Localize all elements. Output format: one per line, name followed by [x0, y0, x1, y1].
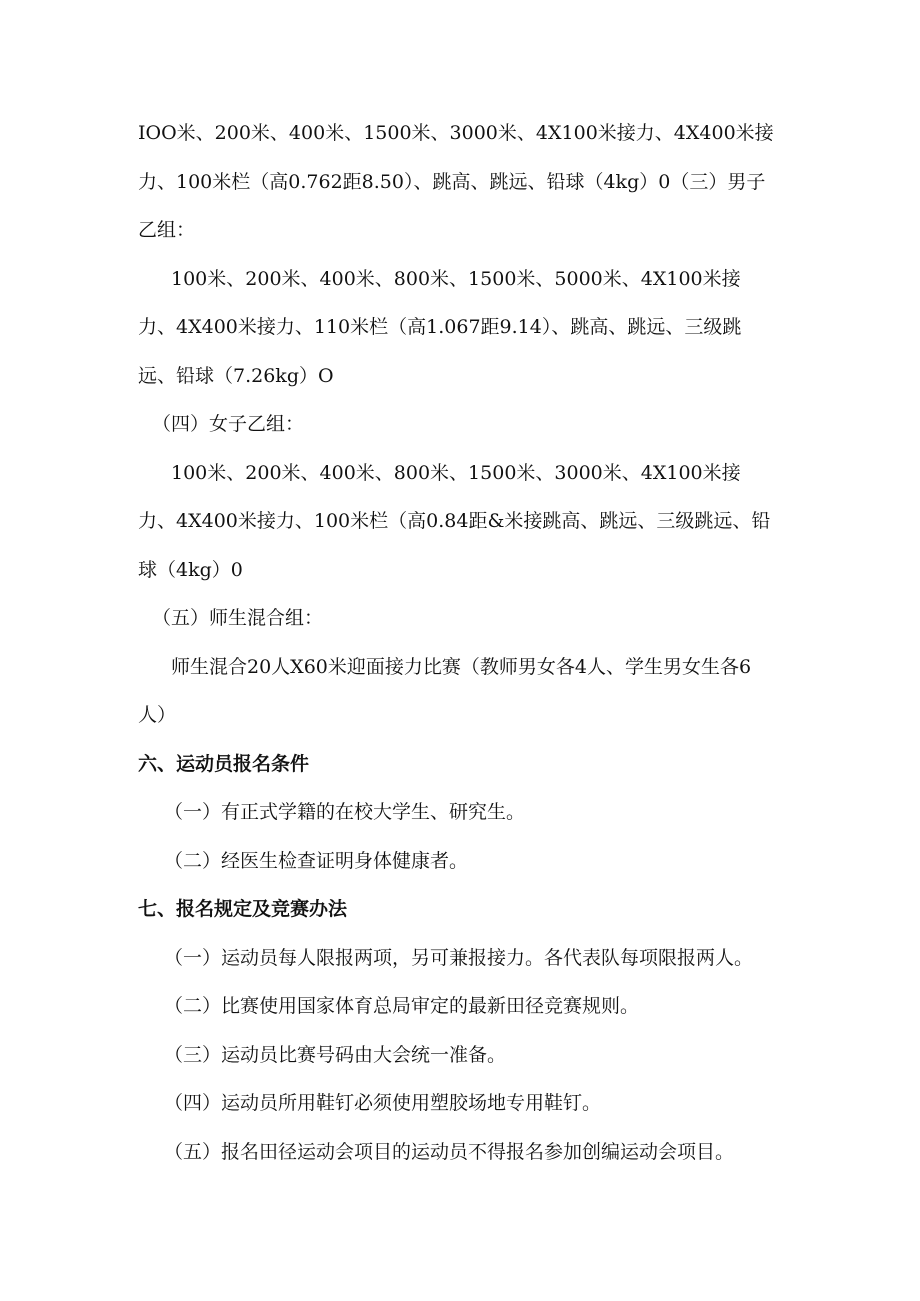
rule-item-4: （四）运动员所用鞋钉必须使用塑胶场地专用鞋钉。 [164, 1092, 602, 1114]
section-women-b-title: （四）女子乙组： [152, 413, 305, 435]
heading-athlete-eligibility: 六、运动员报名条件 [138, 752, 310, 775]
rule-item-5: （五）报名田径运动会项目的运动员不得报名参加创编运动会项目。 [164, 1140, 735, 1163]
section-mixed-title: （五）师生混合组： [152, 607, 324, 629]
event-list-men-b: 100米、200米、400米、800米、1500米、5000米、4X100米接力、4X400米接力、110米栏（高1.067距9.14）、跳高、跳远、三级跳远、铅球（7.26kg）O [138, 267, 742, 387]
event-list-women-b: 100米、200米、400米、800米、1500米、3000米、4X100米接力、4X400米接力、100米栏（高0.84距&米接跳高、跳远、三级跳远、铅球（4kg）0 [138, 461, 771, 581]
event-list-women-a-continued: IOO米、200米、400米、1500米、3000米、4X100米接力、4X400米接力、100米栏（高0.762距8.50）、跳高、跳远、铅球（4kg）0（三）男子乙组： [138, 122, 774, 241]
rule-item-2: （二）比赛使用国家体育总局审定的最新田径竞赛规则。 [164, 995, 640, 1017]
heading-registration-rules: 七、报名规定及竞赛办法 [138, 898, 348, 920]
rule-item-1: （一）运动员每人限报两项，另可兼报接力。各代表队每项限报两人。 [164, 946, 754, 969]
event-list-mixed: 师生混合20人X60米迎面接力比赛（教师男女各4人、学生男女生各6人） [138, 655, 752, 726]
document-body [138, 109, 778, 1176]
eligibility-item-2: （二）经医生检查证明身体健康者。 [164, 849, 469, 872]
rule-item-3: （三）运动员比赛号码由大会统一准备。 [164, 1043, 507, 1066]
eligibility-item-1: （一）有正式学籍的在校大学生、研究生。 [164, 801, 526, 823]
